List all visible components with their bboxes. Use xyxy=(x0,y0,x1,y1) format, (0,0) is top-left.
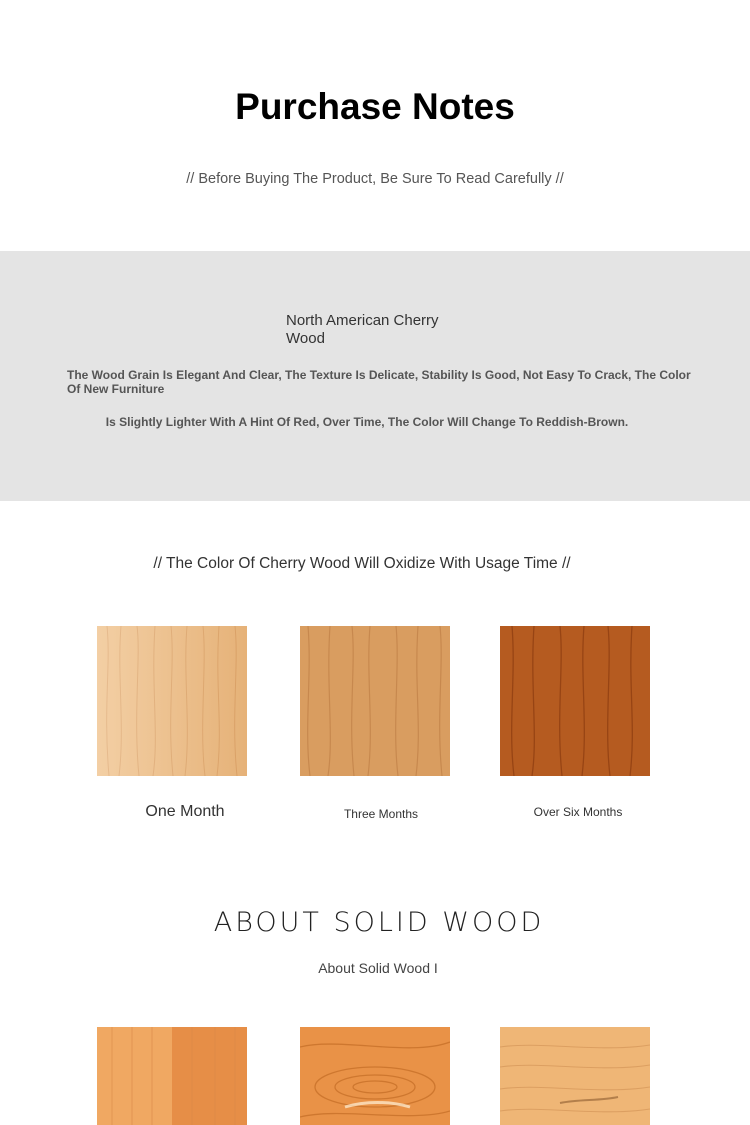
sample-label-over-six-months: Over Six Months xyxy=(533,805,623,819)
wood-name: North American Cherry Wood xyxy=(286,312,439,347)
wood-sample-over-six-months xyxy=(500,626,650,776)
sample-label-three-months: Three Months xyxy=(343,807,419,821)
solid-wood-image-1 xyxy=(97,1027,247,1125)
about-subheading: About Solid Wood I xyxy=(318,960,438,976)
solid-wood-image-2 xyxy=(300,1027,450,1125)
oxidation-heading: // The Color Of Cherry Wood Will Oxidize With Usage Time // xyxy=(153,555,571,572)
page-subtitle: // Before Buying The Product, Be Sure To Read Carefully // xyxy=(186,171,564,187)
wood-description-line-2: Is Slightly Lighter With A Hint Of Red, Over Time, The Color Will Change To Reddish-Brown. xyxy=(105,415,629,429)
solid-wood-image-3 xyxy=(500,1027,650,1125)
wood-sample-three-months xyxy=(300,626,450,776)
about-heading: ABOUT SOLID WOOD xyxy=(213,907,545,938)
wood-sample-one-month xyxy=(97,626,247,776)
wood-description-line-1: The Wood Grain Is Elegant And Clear, The Texture Is Delicate, Stability Is Good, Not Easy To Crack, The Color Of New Furniture xyxy=(67,368,691,396)
sample-label-one-month: One Month xyxy=(145,803,225,820)
page-title: Purchase Notes xyxy=(235,86,515,127)
